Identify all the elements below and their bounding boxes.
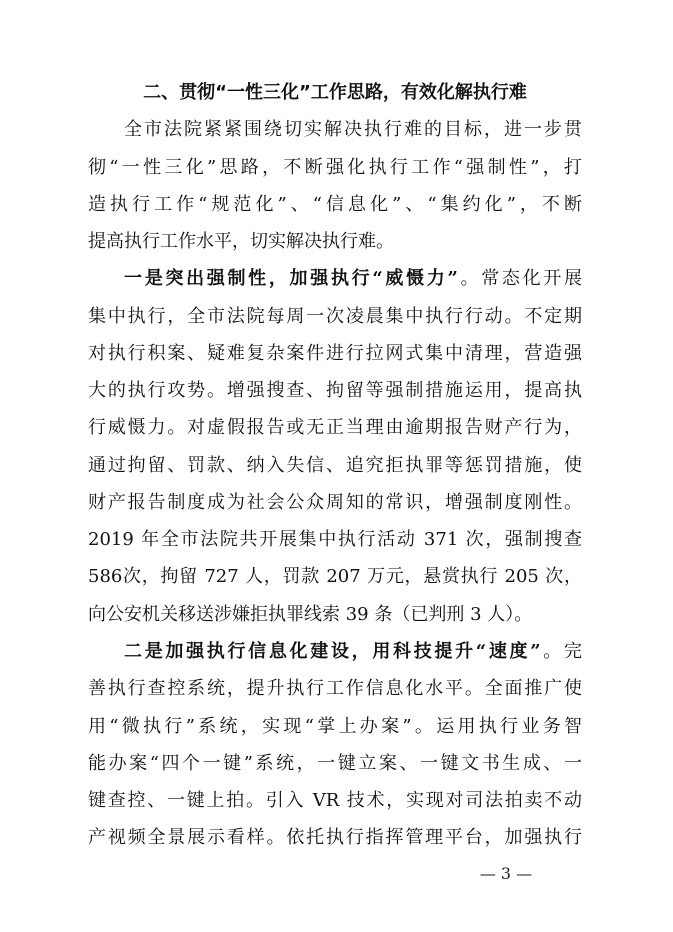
section1-line-8: 2019 年全市法院共开展集中执行活动 371 次，强制搜查 [88,529,582,550]
section1-line-4: 大的执行攻势。增强搜查、拘留等强制措施运用，提高执 [88,380,582,401]
section2-line-6: 产视频全景展示看样。依托执行指挥管理平台，加强执行 [88,827,582,848]
section2-lead-rest: 。完 [540,641,582,662]
section2-line-2: 善执行查控系统，提升执行工作信息化水平。全面推广使 [88,678,582,699]
intro-line-2: 彻“一性三化”思路，不断强化执行工作“强制性”，打 [88,157,582,178]
section1-line-3: 对执行积案、疑难复杂案件进行拉网式集中清理，营造强 [88,343,582,364]
section1-lead-rest: 。常态化开展 [457,268,582,289]
section1-line-9: 586次，拘留 727 人，罚款 207 万元，悬赏执行 205 次， [88,566,582,587]
section1-line-5: 行威慑力。对虚假报告或无正当理由逾期报告财产行为， [88,417,582,438]
page-number: — 3 — [479,864,533,883]
intro-line-1: 全市法院紧紧围绕切实解决执行难的目标，进一步贯 [124,119,582,140]
section1-line-2: 集中执行，全市法院每周一次凌晨集中执行行动。不定期 [88,306,582,327]
section1-first-line [88,266,582,292]
section1-line-6: 通过拘留、罚款、纳入失信、追究拒执罪等惩罚措施，使 [88,455,582,476]
section2-line-3: 用“微执行”系统，实现“掌上办案”。运用执行业务智 [88,716,582,737]
section-heading: 二、贯彻“一性三化”工作思路，有效化解执行难 [143,82,527,103]
section1-line-10: 向公安机关移送涉嫌拒执罪线索 39 条（已判刑 3 人）。 [88,604,533,625]
section2-lead-bold: 二是加强执行信息化建设，用科技提升“速度” [124,641,541,662]
intro-line-4: 提高执行工作水平，切实解决执行难。 [88,231,394,252]
section1-line-7: 财产报告制度成为社会公众周知的常识，增强制度刚性。 [88,492,582,513]
section2-line-4: 能办案“四个一键”系统，一键立案、一键文书生成、一 [88,753,582,774]
section1-lead-bold: 一是突出强制性，加强执行“威慑力” [124,268,458,289]
section2-first-line [88,639,582,665]
intro-line-3: 造执行工作“规范化”、“信息化”、“集约化”，不断 [88,194,582,215]
section2-line-5: 键查控、一键上拍。引入 VR 技术，实现对司法拍卖不动 [88,790,582,811]
